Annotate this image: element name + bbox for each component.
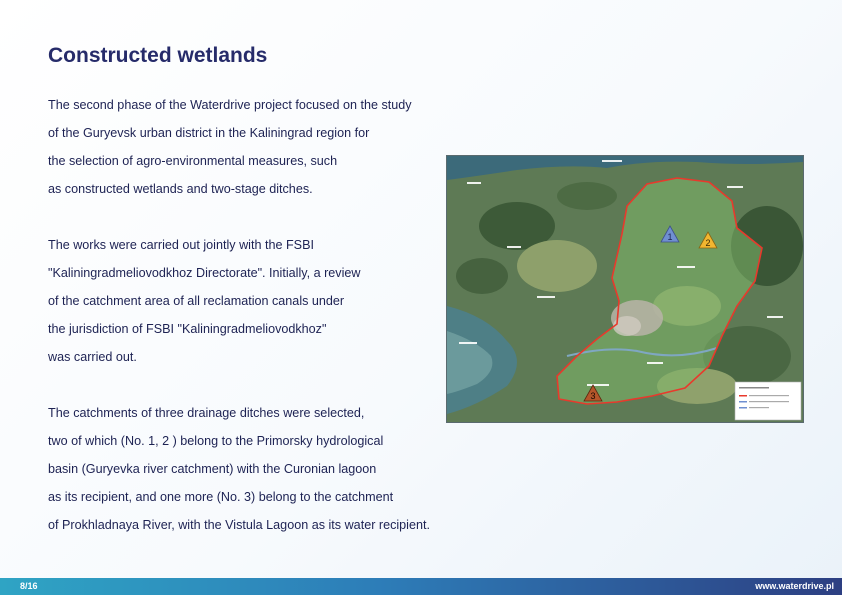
text-line: as its recipient, and one more (No. 3) belong to the catchment bbox=[48, 490, 394, 504]
text-line: The works were carried out jointly with the FSBI bbox=[48, 238, 314, 252]
text-line: the selection of agro-environmental measures, such bbox=[48, 154, 338, 168]
text-line: of the catchment area of all reclamation canals under bbox=[48, 294, 345, 308]
marker-3-label: 3 bbox=[590, 391, 596, 401]
catchment-map bbox=[446, 155, 804, 423]
text-line: of the Guryevsk urban district in the Kaliningrad region for bbox=[48, 126, 370, 140]
paragraph bbox=[48, 399, 488, 539]
footer-bar bbox=[0, 578, 842, 595]
website-link[interactable]: www.waterdrive.pl bbox=[755, 581, 834, 591]
marker-3 bbox=[584, 385, 602, 401]
text-line: as constructed wetlands and two-stage ditches. bbox=[48, 182, 313, 196]
text-line: "Kaliningradmeliovodkhoz Directorate". Initially, a review bbox=[48, 266, 361, 280]
paragraph bbox=[48, 91, 488, 203]
body-text bbox=[48, 91, 488, 539]
marker-1 bbox=[661, 226, 679, 242]
page-number: 8/16 bbox=[20, 581, 38, 591]
text-line: of Prokhladnaya River, with the Vistula Lagoon as its water recipient. bbox=[48, 518, 430, 532]
marker-2 bbox=[699, 232, 717, 248]
text-line: was carried out. bbox=[48, 350, 137, 364]
page-title: Constructed wetlands bbox=[48, 44, 268, 67]
text-line: basin (Guryevka river catchment) with the Curonian lagoon bbox=[48, 462, 377, 476]
marker-1-label: 1 bbox=[667, 232, 673, 242]
text-line: two of which (No. 1, 2 ) belong to the Primorsky hydrological bbox=[48, 434, 384, 448]
text-line: the jurisdiction of FSBI "Kaliningradmeliovodkhoz" bbox=[48, 322, 327, 336]
paragraph bbox=[48, 231, 488, 371]
map-markers bbox=[447, 156, 803, 422]
text-line: The second phase of the Waterdrive project focused on the study bbox=[48, 98, 412, 112]
marker-2-label: 2 bbox=[705, 238, 711, 248]
text-line: The catchments of three drainage ditches were selected, bbox=[48, 406, 365, 420]
